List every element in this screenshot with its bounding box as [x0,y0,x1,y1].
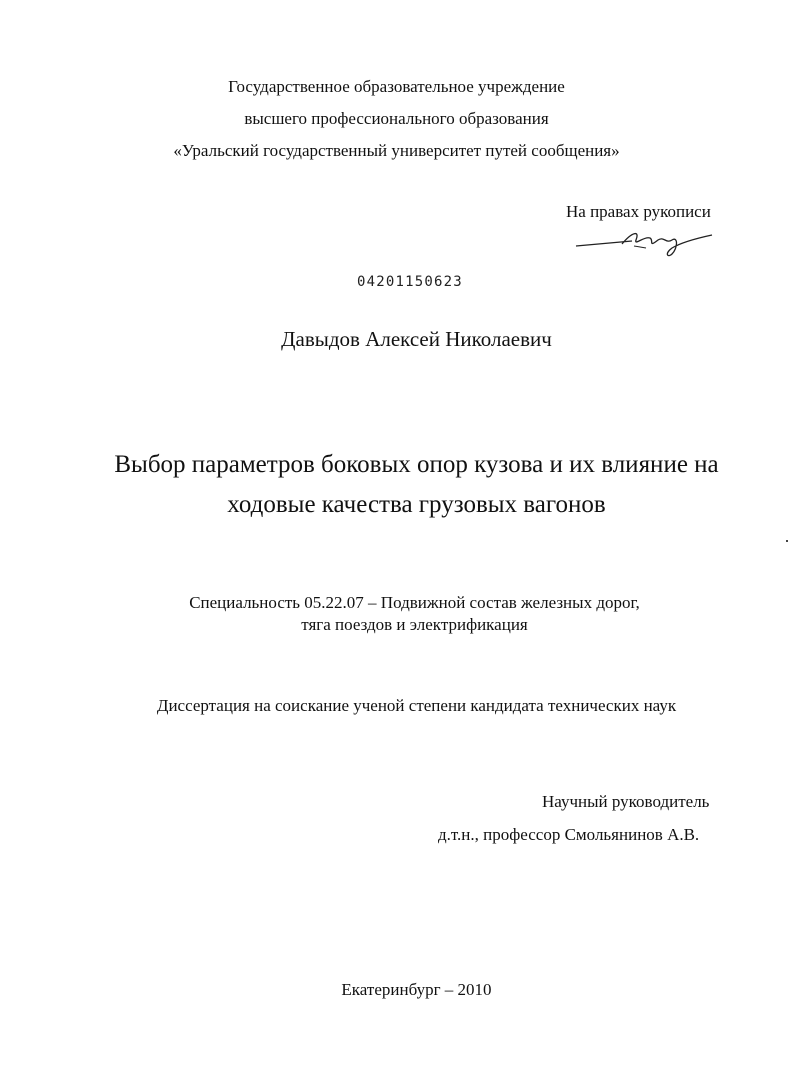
supervisor-name: д.т.н., профессор Смольянинов А.В. [438,825,700,844]
specialty-line-2: тяга поездов и электрификация [301,615,528,634]
handwritten-signature [574,226,714,260]
title-line-2: ходовые качества грузовых вагонов [227,491,606,518]
supervisor-label: Научный руководитель [542,792,710,811]
place-and-year: Екатеринбург – 2010 [341,980,492,999]
dissertation-statement: Диссертация на соискание ученой степени кандидата технических наук [156,696,677,715]
author-name: Давыдов Алексей Николаевич [281,327,552,351]
catalog-code: 04201150623 [357,274,463,290]
title-line-1: Выбор параметров боковых опор кузова и их влияние на [114,451,719,478]
institution-line-2: высшего профессионального образования [244,109,549,128]
institution-line-1: Государственное образовательное учреждение [228,77,565,96]
institution-line-3: «Уральский государственный университет путей сообщения» [173,141,620,160]
specialty-line-1: Специальность 05.22.07 – Подвижной состав железных дорог, [189,593,640,612]
manuscript-note: На правах рукописи [566,202,711,221]
scan-speck [786,540,788,542]
